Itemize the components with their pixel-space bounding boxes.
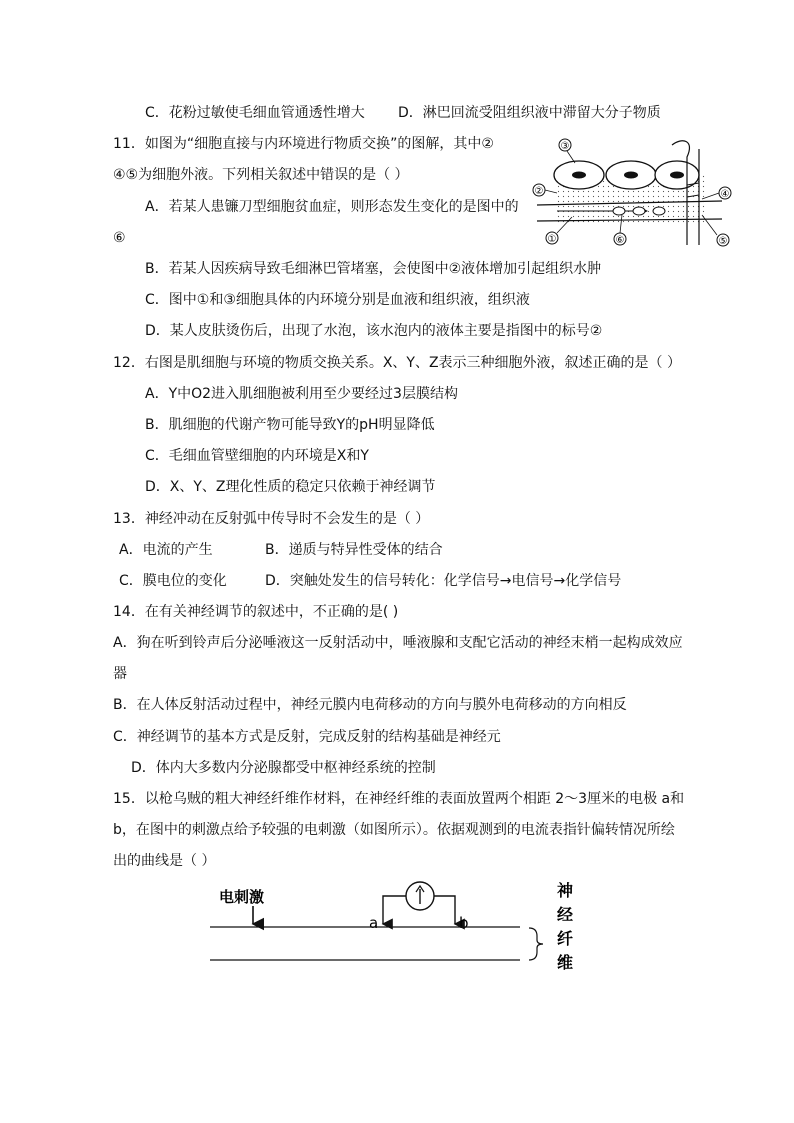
q12-option-b: B．肌细胞的代谢产物可能导致Y的pH明显降低 <box>145 417 435 433</box>
q11-option-c: C．图中①和③细胞具体的内环境分别是血液和组织液，组织液 <box>145 292 530 308</box>
q12-option-d: D．X、Y、Z理化性质的稳定只依赖于神经调节 <box>145 479 436 495</box>
q11-stem-line1: 11．如图为“细胞直接与内环境进行物质交换”的图解，其中② <box>113 136 494 152</box>
fiber-label-3: 纤 <box>557 929 574 948</box>
q13-option-d: D．突触处发生的信号转化：化学信号→电信号→化学信号 <box>265 573 622 589</box>
q13-stem: 13．神经冲动在反射弧中传导时不会发生的是（ ） <box>113 511 430 527</box>
q12-option-c: C．毛细血管壁细胞的内环境是X和Y <box>145 448 369 464</box>
figure-label-6: ⑥ <box>615 235 625 246</box>
q15-stem-line2: b，在图中的刺激点给予较强的电刺激（如图所示）。依据观测到的电流表指针偏转情况所绘 <box>113 822 675 838</box>
cell-nucleus <box>624 172 638 179</box>
fiber-label-2: 经 <box>557 905 574 924</box>
q14-stem: 14．在有关神经调节的叙述中，不正确的是( ) <box>113 604 399 620</box>
q15-nerve-fiber-figure <box>205 880 590 972</box>
fiber-label-4: 维 <box>557 953 574 972</box>
q14-option-a-line2: 器 <box>113 666 127 682</box>
q11-option-d: D．某人皮肤烫伤后，出现了水泡，该水泡内的液体主要是指图中的标号② <box>145 323 603 339</box>
q11-cell-exchange-figure <box>527 135 742 255</box>
q11-option-a-line1: A．若某人患镰刀型细胞贫血症，则形态发生变化的是图中的 <box>145 199 519 215</box>
q15-stem-line1: 15．以枪乌贼的粗大神经纤维作材料，在神经纤维的表面放置两个相距 2～3厘米的电极 a和 <box>113 791 685 807</box>
q10-option-c: C．花粉过敏使毛细血管通透性增大 <box>145 105 365 121</box>
red-blood-cell <box>613 207 625 215</box>
red-blood-cell <box>633 207 645 215</box>
q15-stem-line3: 出的曲线是（ ） <box>113 853 216 869</box>
q12-option-a: A．Y中O2进入肌细胞被利用至少要经过3层膜结构 <box>145 386 458 402</box>
figure-label-5: ⑤ <box>718 236 728 247</box>
stimulus-label: 电刺激 <box>219 888 265 906</box>
q14-option-b: B．在人体反射活动过程中，神经元膜内电荷移动的方向与膜外电荷移动的方向相反 <box>113 697 627 713</box>
q13-option-a: A．电流的产生 <box>119 542 213 558</box>
q10-option-d: D．淋巴回流受阻组织液中滞留大分子物质 <box>398 105 661 121</box>
q13-option-c: C．膜电位的变化 <box>119 573 227 589</box>
cell-nucleus <box>670 172 684 179</box>
q12-stem: 12．右图是肌细胞与环境的物质交换关系。X、Y、Z表示三种细胞外液，叙述正确的是（ ） <box>113 355 681 371</box>
q14-option-c: C．神经调节的基本方式是反射，完成反射的结构基础是神经元 <box>113 729 501 745</box>
q14-option-d: D．体内大多数内分泌腺都受中枢神经系统的控制 <box>131 760 436 776</box>
electrode-a-wire <box>383 896 406 924</box>
fiber-label-1: 神 <box>557 881 574 900</box>
figure-label-1: ① <box>547 234 557 245</box>
fiber-brace <box>529 928 543 960</box>
cell-nucleus <box>572 172 586 179</box>
q13-option-b: B．递质与特异性受体的结合 <box>265 542 443 558</box>
q11-option-a-line2: ⑥ <box>113 230 126 246</box>
electrode-a-label: a <box>369 914 379 932</box>
white-blood-cell <box>653 207 665 215</box>
figure-label-3: ③ <box>560 141 570 152</box>
electrode-b-wire <box>434 896 455 924</box>
q14-option-a-line1: A．狗在听到铃声后分泌唾液这一反射活动中，唾液腺和支配它活动的神经末梢一起构成效应 <box>113 635 683 651</box>
figure-label-2: ② <box>534 186 544 197</box>
figure-label-4: ④ <box>720 189 730 200</box>
q11-option-b: B．若某人因疾病导致毛细淋巴管堵塞，会使图中②液体增加引起组织水肿 <box>145 261 602 277</box>
electrode-b-label: b <box>459 914 469 932</box>
q11-stem-line2: ④⑤为细胞外液。下列相关叙述中错误的是（ ） <box>113 167 409 183</box>
